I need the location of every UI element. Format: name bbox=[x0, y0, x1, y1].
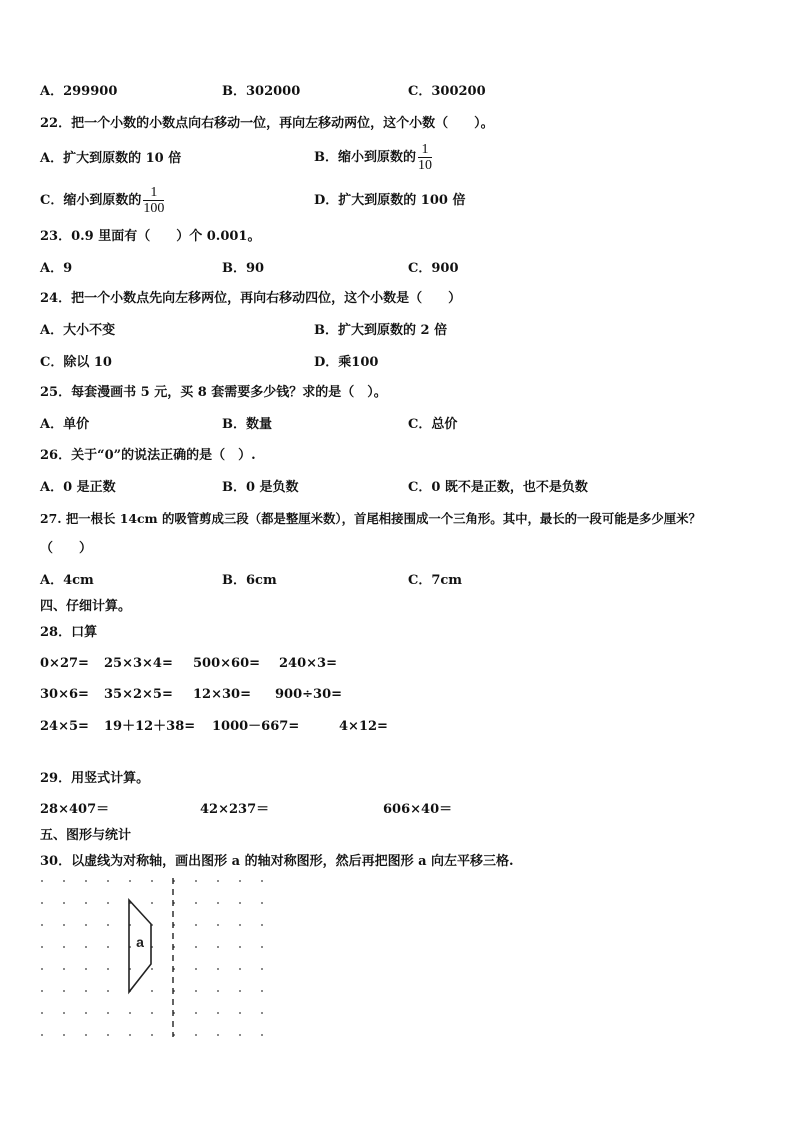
grid-dot bbox=[195, 968, 197, 970]
q28-item: 30×6= bbox=[40, 687, 89, 702]
grid-dot bbox=[63, 924, 65, 926]
grid-dot bbox=[239, 924, 241, 926]
grid-dot bbox=[129, 880, 131, 882]
grid-dot bbox=[151, 1012, 153, 1014]
q22-option-c bbox=[40, 183, 164, 219]
grid-dot bbox=[85, 924, 87, 926]
grid-dot bbox=[41, 946, 43, 948]
grid-dot bbox=[151, 990, 153, 992]
q28-item: 1000－667= bbox=[212, 719, 300, 734]
fraction-denominator: 10 bbox=[418, 158, 432, 173]
grid-dot bbox=[41, 990, 43, 992]
q30-grid-figure bbox=[30, 872, 280, 1042]
fraction-numerator: 1 bbox=[150, 185, 158, 200]
q28-item: 0×27= bbox=[40, 656, 89, 671]
q23-option-a: A．9 bbox=[40, 261, 73, 276]
q28-title: 28．口算 bbox=[40, 625, 98, 640]
grid-dot bbox=[107, 924, 109, 926]
grid-dot bbox=[239, 1034, 241, 1036]
grid-dot bbox=[41, 968, 43, 970]
q22-option-c-fraction bbox=[143, 185, 164, 216]
grid-dot bbox=[107, 968, 109, 970]
section-5-heading: 五、图形与统计 bbox=[40, 828, 132, 843]
fraction-denominator: 100 bbox=[143, 201, 165, 216]
grid-dot bbox=[107, 1034, 109, 1036]
grid-dot bbox=[151, 968, 153, 970]
q28-item: 240×3= bbox=[279, 656, 337, 671]
grid-dot bbox=[239, 880, 241, 882]
q25-option-c: C．总价 bbox=[408, 417, 458, 432]
grid-dot bbox=[63, 990, 65, 992]
grid-dot bbox=[195, 990, 197, 992]
q27-stem-continuation: （ ） bbox=[40, 541, 93, 556]
grid-dot bbox=[261, 1012, 263, 1014]
q24-stem: 24．把一个小数点先向左移两位，再向右移动四位，这个小数是（ ） bbox=[40, 291, 462, 306]
q27-option-b: B．6cm bbox=[222, 573, 277, 588]
q25-option-b: B．数量 bbox=[222, 417, 272, 432]
q23-option-c: C．900 bbox=[408, 261, 459, 276]
grid-dot bbox=[239, 946, 241, 948]
grid-dot bbox=[217, 946, 219, 948]
grid-dot bbox=[41, 880, 43, 882]
grid-dot bbox=[151, 1034, 153, 1036]
q23-stem: 23．0.9 里面有（ ）个 0.001。 bbox=[40, 229, 261, 244]
grid-dot bbox=[85, 968, 87, 970]
grid-dot bbox=[85, 990, 87, 992]
grid-dot bbox=[261, 1034, 263, 1036]
grid-dot bbox=[151, 880, 153, 882]
grid-dot bbox=[63, 968, 65, 970]
q22-option-b bbox=[314, 140, 432, 176]
grid-dot bbox=[239, 1012, 241, 1014]
grid-dot bbox=[195, 880, 197, 882]
grid-dot bbox=[195, 924, 197, 926]
grid-dot bbox=[261, 902, 263, 904]
q24-option-d: D．乘100 bbox=[314, 355, 379, 370]
q26-stem: 26．关于“0”的说法正确的是（ ）. bbox=[40, 448, 256, 463]
q29-title: 29．用竖式计算。 bbox=[40, 771, 150, 786]
grid-dot bbox=[217, 880, 219, 882]
grid-dot bbox=[129, 1034, 131, 1036]
q21-option-c: C．300200 bbox=[408, 84, 486, 99]
grid-dot bbox=[63, 880, 65, 882]
grid-dot bbox=[107, 902, 109, 904]
q21-option-a: A．299900 bbox=[40, 84, 118, 99]
grid-dot bbox=[217, 1012, 219, 1014]
q27-option-c: C．7cm bbox=[408, 573, 463, 588]
q26-option-a: A．0 是正数 bbox=[40, 480, 116, 495]
q28-item: 35×2×5= bbox=[104, 687, 173, 702]
q24-option-a: A．大小不变 bbox=[40, 323, 116, 338]
grid-dot bbox=[63, 902, 65, 904]
q29-item: 28×407＝ bbox=[40, 802, 110, 817]
grid-dot bbox=[261, 880, 263, 882]
grid-dot bbox=[41, 924, 43, 926]
grid-dot bbox=[107, 880, 109, 882]
grid-dot bbox=[195, 902, 197, 904]
grid-dot bbox=[107, 990, 109, 992]
grid-dot bbox=[217, 1034, 219, 1036]
q27-stem: 27. 把一根长 14cm 的吸管剪成三段（都是整厘米数），首尾相接围成一个三角形。其中，最长的一段可能是多少厘米？ bbox=[40, 511, 701, 526]
grid-dot bbox=[63, 1012, 65, 1014]
grid-dot bbox=[63, 1034, 65, 1036]
grid-dot bbox=[217, 902, 219, 904]
grid-dot bbox=[195, 946, 197, 948]
q23-option-b: B．90 bbox=[222, 261, 265, 276]
q22-option-b-fraction bbox=[418, 142, 432, 173]
q28-item: 24×5= bbox=[40, 719, 89, 734]
shape-a-label: a bbox=[136, 934, 144, 950]
q28-item: 25×3×4= bbox=[104, 656, 173, 671]
q24-option-b: B．扩大到原数的 2 倍 bbox=[314, 323, 448, 338]
grid-dot bbox=[85, 946, 87, 948]
q28-item: 12×30= bbox=[193, 687, 251, 702]
q28-item: 4×12= bbox=[339, 719, 388, 734]
grid-dot bbox=[151, 902, 153, 904]
fraction-numerator: 1 bbox=[421, 142, 429, 157]
grid-dot bbox=[239, 968, 241, 970]
q22-option-c-text: C．缩小到原数的 bbox=[40, 193, 142, 208]
grid-dot bbox=[41, 1034, 43, 1036]
grid-dot bbox=[85, 1034, 87, 1036]
q26-option-c: C．0 既不是正数，也不是负数 bbox=[408, 480, 588, 495]
q29-item: 606×40＝ bbox=[383, 802, 453, 817]
grid-dot bbox=[239, 990, 241, 992]
grid-dot bbox=[107, 946, 109, 948]
grid-dot bbox=[261, 990, 263, 992]
grid-dot bbox=[195, 1012, 197, 1014]
grid-dot bbox=[41, 1012, 43, 1014]
grid-dot bbox=[85, 880, 87, 882]
grid-dot bbox=[261, 946, 263, 948]
grid-dot bbox=[63, 946, 65, 948]
section-4-heading: 四、仔细计算。 bbox=[40, 599, 132, 614]
grid-dot bbox=[239, 902, 241, 904]
q28-item: 19＋12＋38= bbox=[104, 719, 196, 734]
q22-option-b-text: B．缩小到原数的 bbox=[314, 150, 416, 165]
grid-dot bbox=[85, 1012, 87, 1014]
q28-item: 500×60= bbox=[193, 656, 261, 671]
grid-dot bbox=[261, 968, 263, 970]
grid-dot bbox=[129, 1012, 131, 1014]
q29-item: 42×237＝ bbox=[200, 802, 270, 817]
grid-dot bbox=[195, 1034, 197, 1036]
grid-dot bbox=[107, 1012, 109, 1014]
grid-dot bbox=[217, 968, 219, 970]
grid-dot bbox=[261, 924, 263, 926]
q26-option-b: B．0 是负数 bbox=[222, 480, 299, 495]
q30-stem: 30．以虚线为对称轴，画出图形 a 的轴对称图形，然后再把图形 a 向左平移三格. bbox=[40, 854, 514, 869]
grid-dot bbox=[41, 902, 43, 904]
grid-dots bbox=[41, 880, 263, 1036]
grid-dot bbox=[217, 924, 219, 926]
q27-option-a: A．4cm bbox=[40, 573, 94, 588]
q22-stem: 22．把一个小数的小数点向右移动一位，再向左移动两位，这个小数（ ）。 bbox=[40, 116, 494, 131]
q22-option-a: A．扩大到原数的 10 倍 bbox=[40, 151, 182, 166]
grid-dot bbox=[217, 990, 219, 992]
q22-option-d: D．扩大到原数的 100 倍 bbox=[314, 193, 466, 208]
grid-dot bbox=[85, 902, 87, 904]
q28-item: 900÷30= bbox=[275, 687, 343, 702]
q24-option-c: C．除以 10 bbox=[40, 355, 112, 370]
q25-option-a: A．单价 bbox=[40, 417, 90, 432]
q21-option-b: B．302000 bbox=[222, 84, 301, 99]
q25-stem: 25．每套漫画书 5 元，买 8 套需要多少钱？求的是（ ）。 bbox=[40, 385, 387, 400]
